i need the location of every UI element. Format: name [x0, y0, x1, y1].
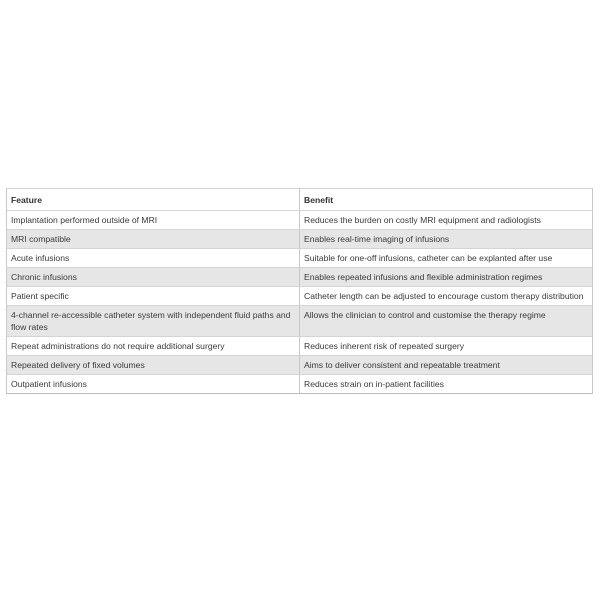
table-header-row: [7, 189, 593, 211]
table-row: [7, 375, 593, 394]
table-row: [7, 211, 593, 230]
table-row: [7, 287, 593, 306]
benefit-cell: Aims to deliver consistent and repeatable treatment: [300, 356, 593, 375]
benefit-cell: Reduces the burden on costly MRI equipment and radiologists: [300, 211, 593, 230]
benefit-cell: Catheter length can be adjusted to encourage custom therapy distribution: [300, 287, 593, 306]
feature-cell: Patient specific: [7, 287, 300, 306]
benefit-cell: Enables repeated infusions and flexible administration regimes: [300, 268, 593, 287]
benefit-cell: Reduces inherent risk of repeated surgery: [300, 337, 593, 356]
feature-cell: Chronic infusions: [7, 268, 300, 287]
feature-cell: Repeated delivery of fixed volumes: [7, 356, 300, 375]
benefit-cell: Enables real-time imaging of infusions: [300, 230, 593, 249]
table-row: [7, 306, 593, 337]
table-row: [7, 230, 593, 249]
feature-benefit-table-container: [6, 188, 592, 394]
feature-cell: Repeat administrations do not require additional surgery: [7, 337, 300, 356]
table-row: [7, 268, 593, 287]
feature-cell: 4-channel re-accessible catheter system with independent fluid paths and flow rates: [7, 306, 300, 337]
benefit-cell: Suitable for one-off infusions, catheter can be explanted after use: [300, 249, 593, 268]
feature-cell: Implantation performed outside of MRI: [7, 211, 300, 230]
header-benefit: Benefit: [300, 189, 593, 211]
feature-cell: Outpatient infusions: [7, 375, 300, 394]
table-row: [7, 337, 593, 356]
feature-cell: MRI compatible: [7, 230, 300, 249]
feature-cell: Acute infusions: [7, 249, 300, 268]
benefit-cell: Allows the clinician to control and customise the therapy regime: [300, 306, 593, 337]
feature-benefit-table: [6, 188, 593, 394]
benefit-cell: Reduces strain on in-patient facilities: [300, 375, 593, 394]
table-row: [7, 249, 593, 268]
table-row: [7, 356, 593, 375]
header-feature: Feature: [7, 189, 300, 211]
